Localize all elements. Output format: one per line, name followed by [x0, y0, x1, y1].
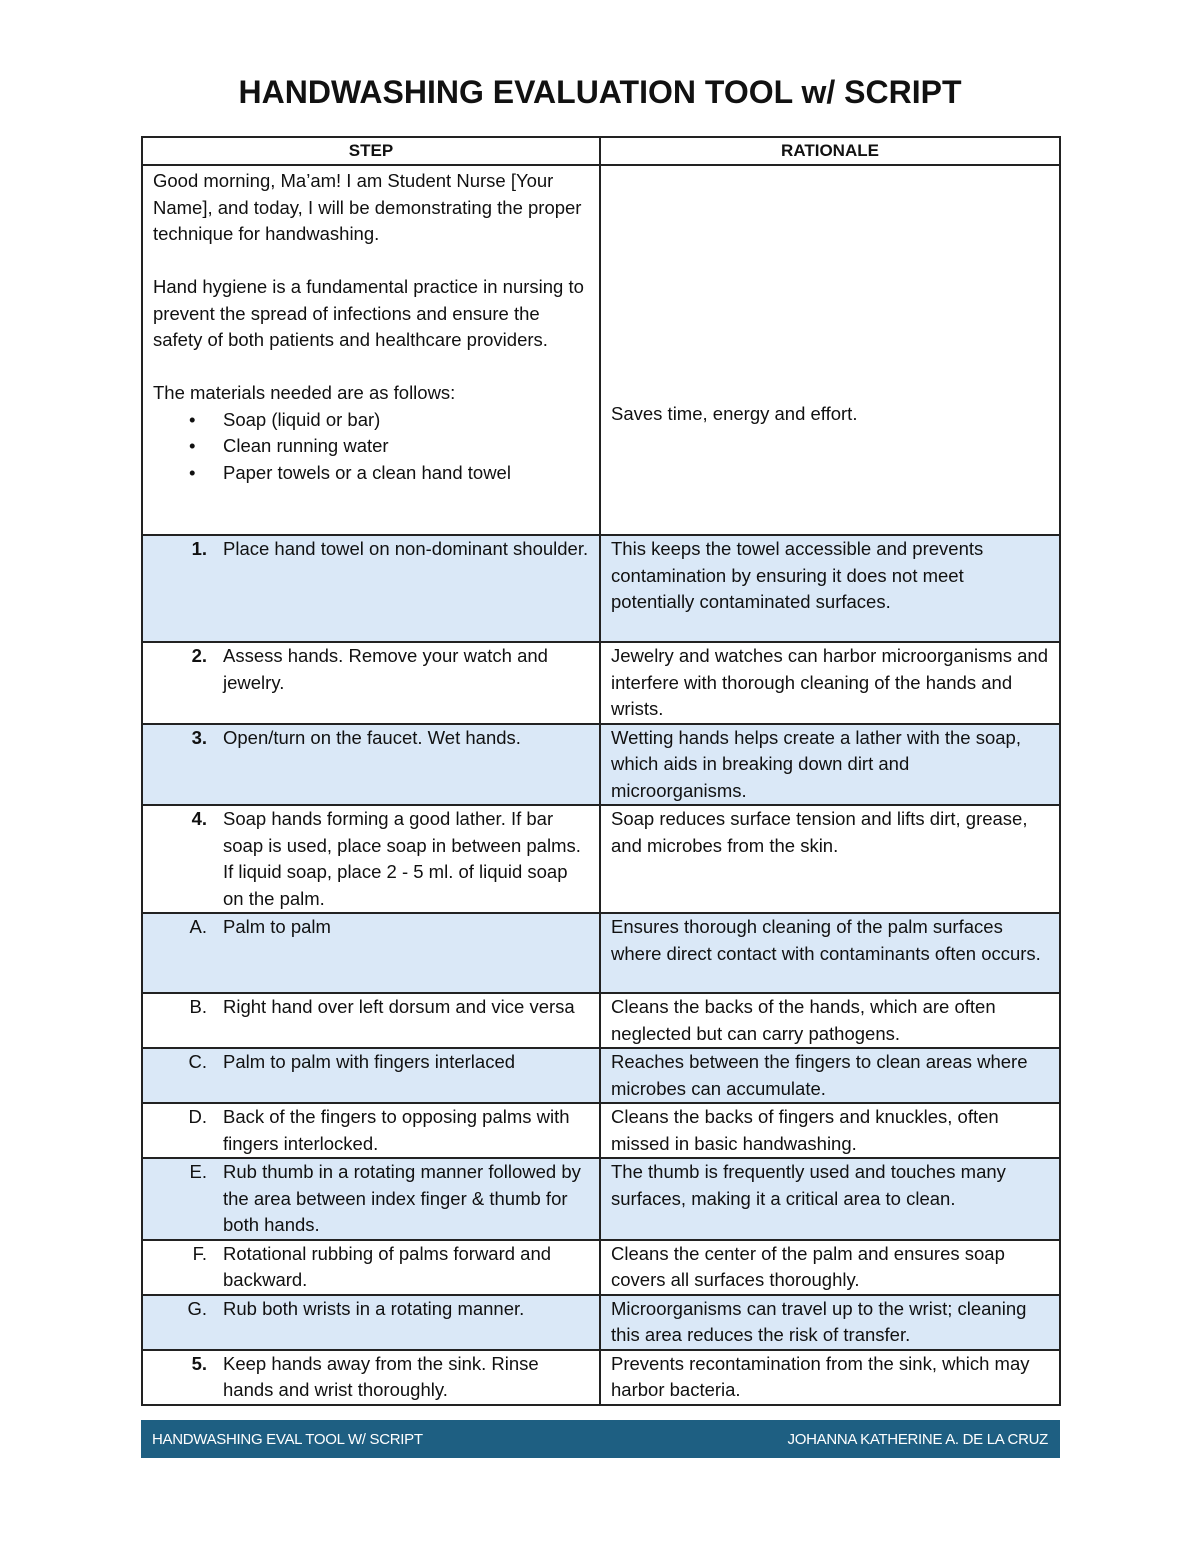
rationale-text: The thumb is frequently used and touches many surfaces, making it a critical area to clean.	[611, 1161, 1006, 1209]
table-row	[142, 993, 1060, 1048]
greeting-text: Good morning, Ma’am! I am Student Nurse [Your Name], and today, I will be demonstrating the proper technique for handwashing.	[153, 170, 582, 244]
table-row	[142, 805, 1060, 913]
step-letter: G.	[187, 1297, 207, 1319]
footer-author-name: JOHANNA KATHERINE A. DE LA CRUZ	[787, 1430, 1048, 1448]
step-number: 5.	[191, 1352, 207, 1374]
step-text: Palm to palm	[223, 916, 331, 937]
table-row	[142, 1295, 1060, 1350]
step-text: Right hand over left dorsum and vice versa	[223, 996, 575, 1017]
document-title: HANDWASHING EVALUATION TOOL w/ SCRIPT	[238, 74, 962, 110]
table-row	[142, 642, 1060, 724]
step-letter: C.	[188, 1051, 207, 1072]
materials-list	[153, 407, 589, 487]
rationale-text: Prevents recontamination from the sink, which may harbor bacteria.	[611, 1352, 1030, 1400]
evaluation-table	[141, 136, 1061, 1406]
rationale-text: Ensures thorough cleaning of the palm surfaces where direct contact with contaminants often occurs.	[611, 916, 1041, 964]
rationale-text: Cleans the backs of fingers and knuckles, often missed in basic handwashing.	[611, 1106, 999, 1154]
step-number: 4.	[191, 808, 207, 829]
rationale-text: Wetting hands helps create a lather with the soap, which aids in breaking down dirt and microorganisms.	[611, 726, 1021, 801]
step-letter: D.	[188, 1106, 207, 1127]
step-number: 1.	[191, 538, 207, 559]
page-footer	[141, 1420, 1060, 1458]
step-text: Keep hands away from the sink. Rinse hands and wrist thoroughly.	[223, 1352, 539, 1400]
rationale-text: Microorganisms can travel up to the wrist; cleaning this area reduces the risk of transfer.	[611, 1297, 1027, 1345]
hygiene-text: Hand hygiene is a fundamental practice in nursing to prevent the spread of infections and ensure the safety of both patients and healthcare providers.	[153, 276, 584, 350]
step-text: Rotational rubbing of palms forward and backward.	[223, 1242, 552, 1290]
step-number: 2.	[191, 645, 207, 666]
table-row	[142, 1048, 1060, 1103]
step-letter: A.	[189, 916, 207, 937]
table-row	[142, 913, 1060, 993]
step-letter: B.	[189, 996, 207, 1017]
table-header-row	[142, 137, 1060, 165]
list-item: • Paper towels or a clean hand towel	[223, 460, 589, 487]
step-text: Palm to palm with fingers interlaced	[223, 1051, 516, 1072]
materials-heading: The materials needed are as follows:	[153, 382, 456, 403]
table-row	[142, 1240, 1060, 1295]
table-row	[142, 535, 1060, 642]
table-row	[142, 724, 1060, 806]
step-text: Soap hands forming a good lather. If bar soap is used, place soap in between palms. If liquid soap, place 2 - 5 ml. of liquid soap on the palm.	[223, 808, 581, 909]
rationale-text: Cleans the center of the palm and ensures soap covers all surfaces thoroughly.	[611, 1242, 1005, 1290]
step-text: Rub both wrists in a rotating manner.	[223, 1297, 525, 1319]
rationale-text: This keeps the towel accessible and prevents contamination by ensuring it does not meet potentially contaminated surfaces.	[611, 538, 984, 612]
step-letter: F.	[192, 1242, 207, 1264]
footer-document-name: HANDWASHING EVAL TOOL W/ SCRIPT	[152, 1430, 423, 1448]
table-row	[142, 1158, 1060, 1240]
step-letter: E.	[189, 1161, 207, 1182]
list-item: • Clean running water	[223, 433, 589, 460]
step-text: Back of the fingers to opposing palms with fingers interlocked.	[223, 1106, 570, 1154]
rationale-text: Soap reduces surface tension and lifts dirt, grease, and microbes from the skin.	[611, 808, 1028, 856]
step-number: 3.	[191, 726, 207, 748]
intro-script	[143, 166, 599, 486]
step-text: Assess hands. Remove your watch and jewelry.	[223, 645, 548, 693]
step-text: Rub thumb in a rotating manner followed by the area between index finger & thumb for both hands.	[223, 1161, 581, 1235]
table-row	[142, 1103, 1060, 1158]
rationale-text: Cleans the backs of the hands, which are often neglected but can carry pathogens.	[611, 996, 996, 1044]
list-item: • Soap (liquid or bar)	[223, 407, 589, 434]
intro-rationale: Saves time, energy and effort.	[611, 403, 858, 424]
intro-row	[142, 165, 1060, 535]
table-row	[142, 1350, 1060, 1405]
step-text: Open/turn on the faucet. Wet hands.	[223, 726, 521, 748]
rationale-text: Jewelry and watches can harbor microorganisms and interfere with thorough cleaning of the hands and wrists.	[611, 645, 1049, 719]
step-text: Place hand towel on non-dominant shoulder.	[223, 538, 589, 559]
rationale-text: Reaches between the fingers to clean areas where microbes can accumulate.	[611, 1051, 1028, 1099]
rationale-column-header: RATIONALE	[600, 137, 1060, 165]
step-column-header: STEP	[142, 137, 600, 165]
